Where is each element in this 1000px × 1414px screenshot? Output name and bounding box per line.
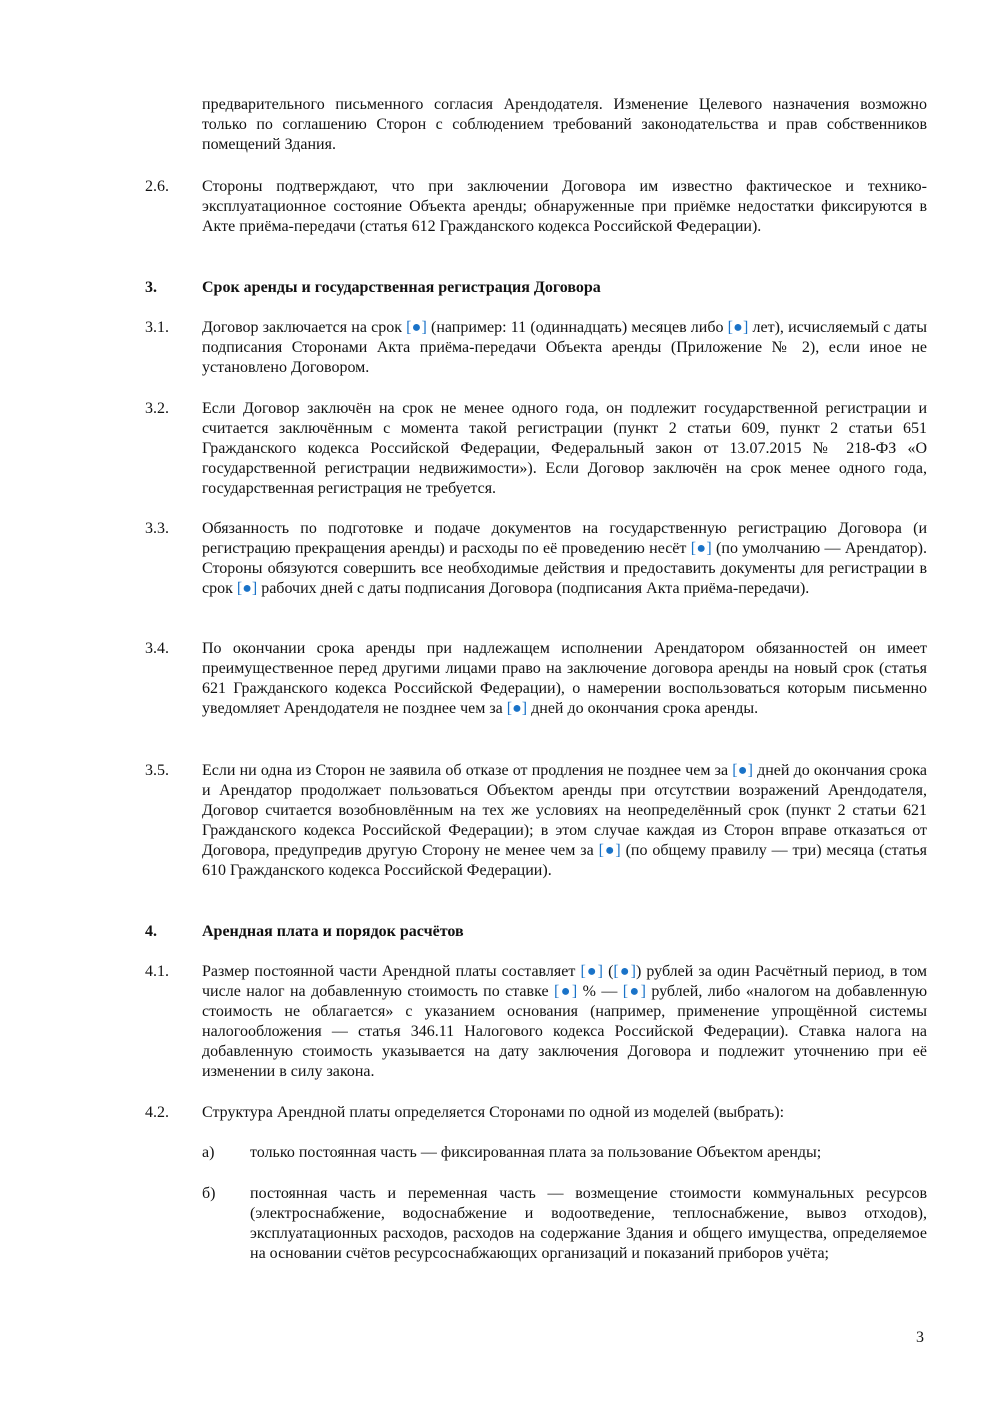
placeholder-marker: [●] xyxy=(690,540,712,557)
text-run: дней до окончания срока и Арендатор продолжает пользоваться Объектом аренды при отсутствии возражений Арендодателя, Договор считается возобновлённым на тех же условиях на неопределённый срок (пункт 2 статьи 621 Гражданского кодекса Российской Федерации); в этом случае каждая из Сторон вправе отказаться от Договора, предупредив другую Сторону не менее чем за xyxy=(202,762,927,859)
text-run: (по умолчанию — Арендатор). Стороны обязуются совершить все необходимые действия и предоставить документы для регистрации в срок xyxy=(202,540,927,597)
placeholder-marker: [●] xyxy=(622,983,646,1000)
text-run: Размер постоянной части Арендной платы составляет xyxy=(202,963,581,980)
clause-text-3-2: Если Договор заключён на срок не менее одного года, он подлежит государственной регистрации и считается заключённым с момента такой регистрации (пункт 2 статьи 609, пункт 2 статьи 651 Гражданского кодекса Российской Федерации, Федеральный закон от 13.07.2015 № 218-ФЗ «О государственной регистрации недвижимости»). Если Договор заключён на срок менее одного года, государственная регистрация не требуется. xyxy=(202,400,927,497)
section-number-3: 3. xyxy=(145,279,157,296)
text-run: По окончании срока аренды при надлежащем исполнении Арендатором обязанностей он имеет преимущественное перед другими лицами право на заключение договора аренды на новый срок (статья 621 Гражданского кодекса Российской Федерации), о намерении воспользоваться которым письменно уведомляет Арендодателя не позднее чем за xyxy=(202,640,927,717)
placeholder-marker: [●] xyxy=(554,983,578,1000)
paragraph-continuation: предварительного письменного согласия Арендодателя. Изменение Целевого назначения возможно только по соглашению Сторон с соблюдением требований законодательства и прав собственников помещений Здания. xyxy=(202,96,927,153)
clause-number-4-2: 4.2. xyxy=(145,1104,169,1121)
page-number: 3 xyxy=(916,1329,924,1346)
list-letter-b: б) xyxy=(202,1185,216,1202)
text-run: Обязанность по подготовке и подаче документов на государственную регистрацию Договора (и регистрацию прекращения аренды) и расходы по её проведению несёт xyxy=(202,520,927,557)
list-letter-a: а) xyxy=(202,1144,215,1161)
text-run: ( xyxy=(602,963,614,980)
text-run: рублей, либо «налогом на добавленную стоимость не облагается» с указанием основания (например, применение упрощённой системы налогообложения — статья 346.11 Налогового кодекса Российской Федерации). Ставка налога на добавленную стоимость указывается на дату заключения Договора и подлежит уточнению при её изменении в силу закона. xyxy=(202,983,928,1080)
placeholder-marker: [●] xyxy=(580,963,603,980)
clause-text-3-3 xyxy=(202,519,927,599)
text-run: Если ни одна из Сторон не заявила об отказе от продления не позднее чем за xyxy=(202,762,733,779)
list-item-b: постоянная часть и переменная часть — возмещение стоимости коммунальных ресурсов (электроснабжение, водоснабжение и водоотведение, теплоснабжение, вывоз отходов), эксплуатационных расходов, расходов на содержание Здания и общего имущества, определяемое на основании счётов ресурсоснабжающих организаций и показаний приборов учёта; xyxy=(250,1185,927,1262)
text-run: (по общему правилу — три) месяца (статья 610 Гражданского кодекса Российской Федерации). xyxy=(202,842,928,879)
clause-number-2-6: 2.6. xyxy=(145,178,169,195)
clause-text-2-6: Стороны подтверждают, что при заключении Договора им известно фактическое и технико-эксплуатационное состояние Объекта аренды; обнаруженные при приёмке недостатки фиксируются в Акте приёма-передачи (статья 612 Гражданского кодекса Российской Федерации). xyxy=(202,178,927,235)
text-run: лет), исчисляемый с даты подписания Сторонами Акта приёма-передачи Объекта аренды (Приложение № 2), если иное не установлено Договором. xyxy=(202,319,928,376)
clause-number-4-1: 4.1. xyxy=(145,963,169,980)
text-run: Договор заключается на срок xyxy=(202,319,407,336)
text-run: % — xyxy=(577,983,623,1000)
section-title-4: Арендная плата и порядок расчётов xyxy=(202,923,464,940)
list-item-a: только постоянная часть — фиксированная плата за пользование Объектом аренды; xyxy=(250,1144,822,1161)
clause-text-3-5 xyxy=(202,761,927,881)
placeholder-marker: [●] xyxy=(236,580,258,597)
placeholder-marker: [●] xyxy=(598,842,621,859)
text-run: рабочих дней с даты подписания Договора (подписания Акта приёма-передачи). xyxy=(257,580,810,597)
clause-number-3-2: 3.2. xyxy=(145,400,169,417)
placeholder-marker: [●] xyxy=(406,319,427,336)
clause-text-4-2: Структура Арендной платы определяется Сторонами по одной из моделей (выбрать): xyxy=(202,1104,785,1121)
text-run: ) рублей за один Расчётный период, в том числе налог на добавленную стоимость по ставке xyxy=(202,963,928,1000)
placeholder-marker: [●] xyxy=(613,963,636,980)
clause-text-3-4 xyxy=(202,639,927,719)
clause-number-3-3: 3.3. xyxy=(145,520,169,537)
clause-number-3-1: 3.1. xyxy=(145,319,169,336)
section-title-3: Срок аренды и государственная регистрация Договора xyxy=(202,279,601,296)
clause-text-4-1 xyxy=(202,962,927,1082)
placeholder-marker: [●] xyxy=(732,762,753,779)
clause-number-3-4: 3.4. xyxy=(145,640,169,657)
clause-number-3-5: 3.5. xyxy=(145,762,169,779)
text-run: (например: 11 (одиннадцать) месяцев либо xyxy=(426,319,728,336)
clause-text-3-1 xyxy=(202,318,927,378)
placeholder-marker: [●] xyxy=(506,700,528,717)
text-run: дней до окончания срока аренды. xyxy=(527,700,759,717)
placeholder-marker: [●] xyxy=(727,319,749,336)
section-number-4: 4. xyxy=(145,923,157,940)
